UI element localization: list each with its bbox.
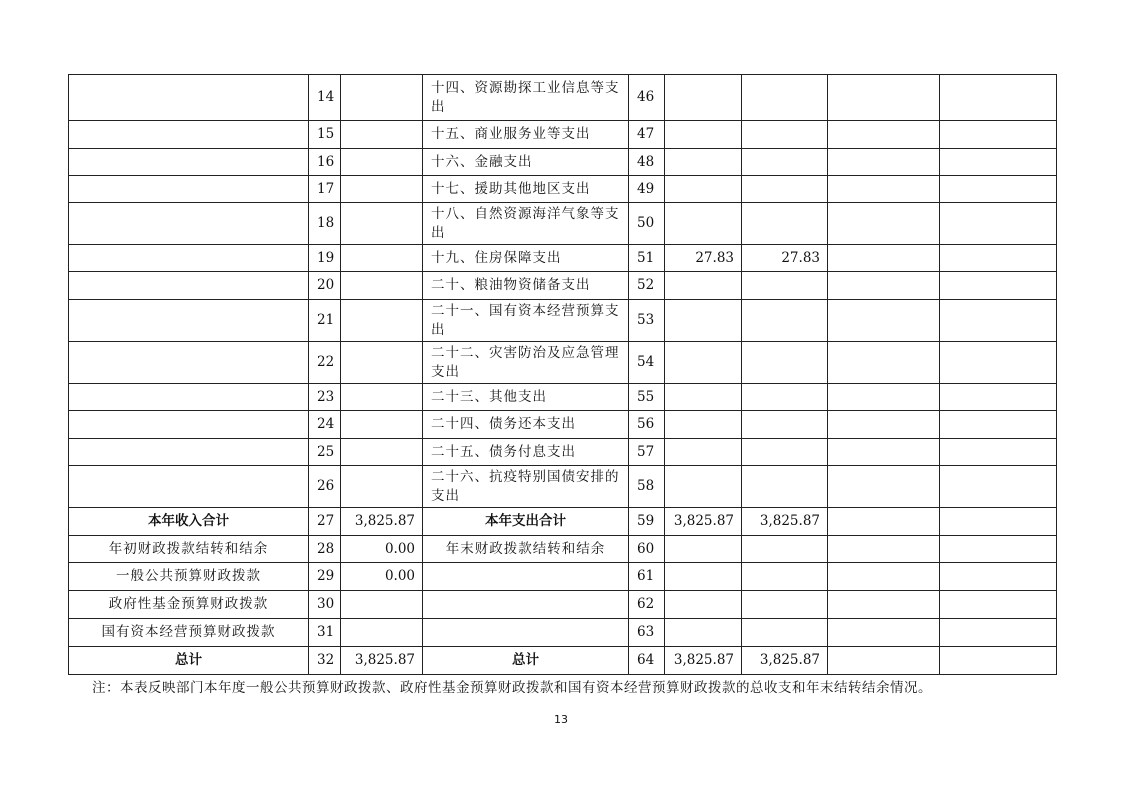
table-row bbox=[69, 203, 1057, 245]
gov-fund-cell bbox=[828, 203, 940, 245]
income-line-number: 31 bbox=[309, 619, 341, 647]
income-line-number: 23 bbox=[309, 384, 341, 411]
general-budget-cell bbox=[742, 466, 828, 508]
general-budget-cell bbox=[742, 121, 828, 149]
expense-total-cell bbox=[665, 466, 742, 508]
income-item-cell bbox=[69, 245, 309, 272]
state-capital-cell bbox=[940, 149, 1057, 176]
table-row bbox=[69, 176, 1057, 203]
income-amount-cell: 0.00 bbox=[341, 563, 423, 591]
expense-line-number: 57 bbox=[629, 439, 665, 466]
income-line-number: 28 bbox=[309, 536, 341, 563]
expense-line-number: 51 bbox=[629, 245, 665, 272]
state-capital-cell bbox=[940, 411, 1057, 439]
expense-item-cell: 十八、自然资源海洋气象等支出 bbox=[423, 203, 629, 245]
income-line-number: 27 bbox=[309, 508, 341, 536]
expense-total-cell: 3,825.87 bbox=[665, 647, 742, 675]
expense-line-number: 54 bbox=[629, 342, 665, 384]
income-amount-cell bbox=[341, 411, 423, 439]
table-row bbox=[69, 591, 1057, 619]
gov-fund-cell bbox=[828, 272, 940, 300]
income-item-cell bbox=[69, 384, 309, 411]
expense-line-number: 53 bbox=[629, 300, 665, 342]
general-budget-cell bbox=[742, 439, 828, 466]
table-row bbox=[69, 563, 1057, 591]
income-item-cell bbox=[69, 121, 309, 149]
income-item-cell: 本年收入合计 bbox=[69, 508, 309, 536]
income-item-cell: 年初财政拨款结转和结余 bbox=[69, 536, 309, 563]
income-amount-cell bbox=[341, 203, 423, 245]
general-budget-cell bbox=[742, 272, 828, 300]
income-amount-cell bbox=[341, 272, 423, 300]
income-amount-cell bbox=[341, 149, 423, 176]
income-amount-cell: 3,825.87 bbox=[341, 508, 423, 536]
income-line-number: 26 bbox=[309, 466, 341, 508]
general-budget-cell bbox=[742, 384, 828, 411]
table-row bbox=[69, 272, 1057, 300]
income-amount-cell bbox=[341, 591, 423, 619]
expense-total-cell bbox=[665, 121, 742, 149]
expense-item-cell: 二十四、债务还本支出 bbox=[423, 411, 629, 439]
expense-total-cell bbox=[665, 75, 742, 121]
income-item-cell: 政府性基金预算财政拨款 bbox=[69, 591, 309, 619]
state-capital-cell bbox=[940, 508, 1057, 536]
general-budget-cell bbox=[742, 563, 828, 591]
table-row bbox=[69, 75, 1057, 121]
expense-item-cell: 十五、商业服务业等支出 bbox=[423, 121, 629, 149]
gov-fund-cell bbox=[828, 647, 940, 675]
expense-item-cell: 十六、金融支出 bbox=[423, 149, 629, 176]
gov-fund-cell bbox=[828, 75, 940, 121]
expense-item-cell: 二十、粮油物资储备支出 bbox=[423, 272, 629, 300]
state-capital-cell bbox=[940, 75, 1057, 121]
income-line-number: 20 bbox=[309, 272, 341, 300]
income-item-cell bbox=[69, 439, 309, 466]
state-capital-cell bbox=[940, 439, 1057, 466]
table-row bbox=[69, 536, 1057, 563]
expense-line-number: 61 bbox=[629, 563, 665, 591]
income-line-number: 21 bbox=[309, 300, 341, 342]
expense-item-cell bbox=[423, 563, 629, 591]
page-number: 13 bbox=[554, 713, 568, 726]
expense-total-cell bbox=[665, 203, 742, 245]
state-capital-cell bbox=[940, 619, 1057, 647]
general-budget-cell: 27.83 bbox=[742, 245, 828, 272]
income-item-cell bbox=[69, 411, 309, 439]
table-row bbox=[69, 466, 1057, 508]
state-capital-cell bbox=[940, 591, 1057, 619]
gov-fund-cell bbox=[828, 536, 940, 563]
expense-total-cell bbox=[665, 439, 742, 466]
state-capital-cell bbox=[940, 272, 1057, 300]
general-budget-cell bbox=[742, 75, 828, 121]
expense-total-cell bbox=[665, 536, 742, 563]
table-row bbox=[69, 245, 1057, 272]
general-budget-cell bbox=[742, 591, 828, 619]
expense-item-cell bbox=[423, 619, 629, 647]
expense-line-number: 48 bbox=[629, 149, 665, 176]
general-budget-cell bbox=[742, 619, 828, 647]
gov-fund-cell bbox=[828, 619, 940, 647]
table-row bbox=[69, 411, 1057, 439]
income-item-cell: 总计 bbox=[69, 647, 309, 675]
gov-fund-cell bbox=[828, 245, 940, 272]
expense-item-cell: 二十二、灾害防治及应急管理支出 bbox=[423, 342, 629, 384]
budget-table bbox=[68, 74, 1057, 675]
expense-item-cell: 总计 bbox=[423, 647, 629, 675]
state-capital-cell bbox=[940, 203, 1057, 245]
income-item-cell bbox=[69, 300, 309, 342]
income-line-number: 15 bbox=[309, 121, 341, 149]
table-row bbox=[69, 384, 1057, 411]
income-amount-cell bbox=[341, 121, 423, 149]
expense-total-cell bbox=[665, 272, 742, 300]
state-capital-cell bbox=[940, 466, 1057, 508]
expense-item-cell: 十四、资源勘探工业信息等支出 bbox=[423, 75, 629, 121]
gov-fund-cell bbox=[828, 563, 940, 591]
table-row bbox=[69, 149, 1057, 176]
income-amount-cell bbox=[341, 384, 423, 411]
expense-item-cell: 二十三、其他支出 bbox=[423, 384, 629, 411]
expense-line-number: 56 bbox=[629, 411, 665, 439]
gov-fund-cell bbox=[828, 149, 940, 176]
expense-item-cell: 年末财政拨款结转和结余 bbox=[423, 536, 629, 563]
table-row bbox=[69, 508, 1057, 536]
gov-fund-cell bbox=[828, 466, 940, 508]
income-amount-cell bbox=[341, 439, 423, 466]
income-amount-cell bbox=[341, 245, 423, 272]
income-item-cell: 国有资本经营预算财政拨款 bbox=[69, 619, 309, 647]
expense-line-number: 55 bbox=[629, 384, 665, 411]
general-budget-cell bbox=[742, 176, 828, 203]
expense-line-number: 47 bbox=[629, 121, 665, 149]
expense-line-number: 60 bbox=[629, 536, 665, 563]
expense-item-cell bbox=[423, 591, 629, 619]
income-amount-cell: 0.00 bbox=[341, 536, 423, 563]
expense-item-cell: 本年支出合计 bbox=[423, 508, 629, 536]
expense-total-cell bbox=[665, 342, 742, 384]
expense-line-number: 52 bbox=[629, 272, 665, 300]
state-capital-cell bbox=[940, 536, 1057, 563]
general-budget-cell bbox=[742, 300, 828, 342]
table-footnote: 注：本表反映部门本年度一般公共预算财政拨款、政府性基金预算财政拨款和国有资本经营预算财政拨款的总收支和年末结转结余情况。 bbox=[92, 680, 932, 696]
gov-fund-cell bbox=[828, 121, 940, 149]
table-row bbox=[69, 439, 1057, 466]
table-row bbox=[69, 121, 1057, 149]
expense-item-cell: 二十一、国有资本经营预算支出 bbox=[423, 300, 629, 342]
income-item-cell bbox=[69, 466, 309, 508]
table-row bbox=[69, 342, 1057, 384]
income-amount-cell: 3,825.87 bbox=[341, 647, 423, 675]
income-amount-cell bbox=[341, 75, 423, 121]
income-line-number: 22 bbox=[309, 342, 341, 384]
expense-line-number: 63 bbox=[629, 619, 665, 647]
state-capital-cell bbox=[940, 245, 1057, 272]
income-line-number: 17 bbox=[309, 176, 341, 203]
expense-total-cell bbox=[665, 300, 742, 342]
table-row bbox=[69, 647, 1057, 675]
state-capital-cell bbox=[940, 384, 1057, 411]
state-capital-cell bbox=[940, 176, 1057, 203]
income-item-cell bbox=[69, 342, 309, 384]
gov-fund-cell bbox=[828, 591, 940, 619]
income-line-number: 16 bbox=[309, 149, 341, 176]
income-amount-cell bbox=[341, 176, 423, 203]
income-amount-cell bbox=[341, 342, 423, 384]
income-item-cell bbox=[69, 272, 309, 300]
expense-line-number: 59 bbox=[629, 508, 665, 536]
table-row bbox=[69, 619, 1057, 647]
gov-fund-cell bbox=[828, 342, 940, 384]
table-row bbox=[69, 300, 1057, 342]
expense-total-cell bbox=[665, 563, 742, 591]
gov-fund-cell bbox=[828, 300, 940, 342]
expense-total-cell: 27.83 bbox=[665, 245, 742, 272]
income-line-number: 29 bbox=[309, 563, 341, 591]
expense-line-number: 64 bbox=[629, 647, 665, 675]
state-capital-cell bbox=[940, 300, 1057, 342]
expense-item-cell: 二十五、债务付息支出 bbox=[423, 439, 629, 466]
income-line-number: 14 bbox=[309, 75, 341, 121]
income-item-cell bbox=[69, 149, 309, 176]
expense-item-cell: 二十六、抗疫特别国债安排的支出 bbox=[423, 466, 629, 508]
income-item-cell bbox=[69, 75, 309, 121]
expense-total-cell bbox=[665, 384, 742, 411]
general-budget-cell: 3,825.87 bbox=[742, 647, 828, 675]
state-capital-cell bbox=[940, 647, 1057, 675]
state-capital-cell bbox=[940, 563, 1057, 591]
gov-fund-cell bbox=[828, 439, 940, 466]
income-item-cell bbox=[69, 176, 309, 203]
expense-total-cell: 3,825.87 bbox=[665, 508, 742, 536]
gov-fund-cell bbox=[828, 384, 940, 411]
general-budget-cell bbox=[742, 342, 828, 384]
expense-total-cell bbox=[665, 411, 742, 439]
gov-fund-cell bbox=[828, 508, 940, 536]
income-line-number: 19 bbox=[309, 245, 341, 272]
general-budget-cell bbox=[742, 203, 828, 245]
state-capital-cell bbox=[940, 342, 1057, 384]
income-amount-cell bbox=[341, 466, 423, 508]
general-budget-cell bbox=[742, 149, 828, 176]
gov-fund-cell bbox=[828, 176, 940, 203]
expense-total-cell bbox=[665, 149, 742, 176]
general-budget-cell bbox=[742, 411, 828, 439]
income-line-number: 30 bbox=[309, 591, 341, 619]
income-line-number: 25 bbox=[309, 439, 341, 466]
expense-total-cell bbox=[665, 591, 742, 619]
gov-fund-cell bbox=[828, 411, 940, 439]
expense-line-number: 49 bbox=[629, 176, 665, 203]
income-item-cell bbox=[69, 203, 309, 245]
expense-total-cell bbox=[665, 176, 742, 203]
expense-item-cell: 十七、援助其他地区支出 bbox=[423, 176, 629, 203]
state-capital-cell bbox=[940, 121, 1057, 149]
income-line-number: 24 bbox=[309, 411, 341, 439]
expense-line-number: 58 bbox=[629, 466, 665, 508]
income-amount-cell bbox=[341, 619, 423, 647]
income-amount-cell bbox=[341, 300, 423, 342]
expense-item-cell: 十九、住房保障支出 bbox=[423, 245, 629, 272]
table-body bbox=[69, 75, 1057, 675]
general-budget-cell bbox=[742, 536, 828, 563]
income-line-number: 18 bbox=[309, 203, 341, 245]
expense-total-cell bbox=[665, 619, 742, 647]
expense-line-number: 62 bbox=[629, 591, 665, 619]
expense-line-number: 46 bbox=[629, 75, 665, 121]
income-item-cell: 一般公共预算财政拨款 bbox=[69, 563, 309, 591]
expense-line-number: 50 bbox=[629, 203, 665, 245]
income-line-number: 32 bbox=[309, 647, 341, 675]
general-budget-cell: 3,825.87 bbox=[742, 508, 828, 536]
